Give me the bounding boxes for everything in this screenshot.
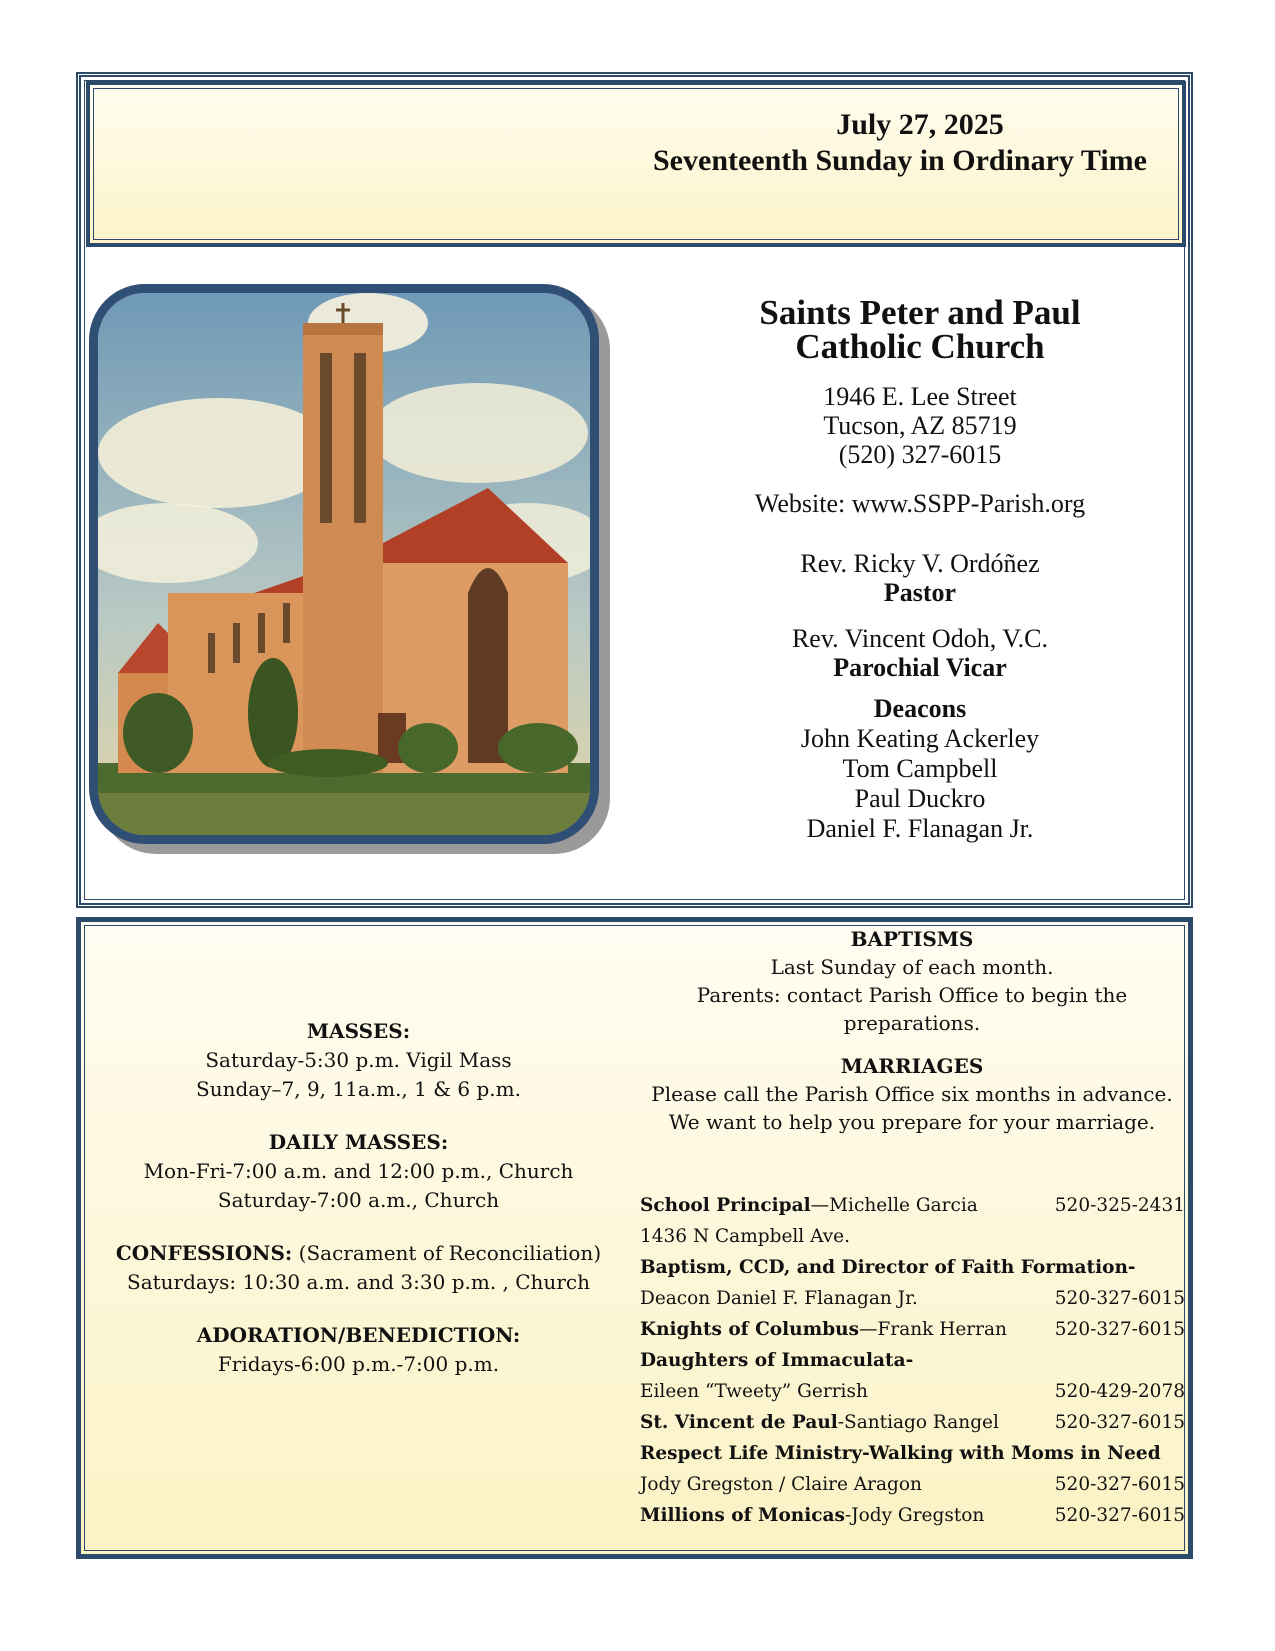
pastor-name: Rev. Ricky V. Ordóñez [800,549,1040,578]
church-phone: (520) 327-6015 [838,440,1002,469]
marriages-heading: MARRIAGES [840,1054,984,1078]
vicar-title: Parochial Vicar [833,653,1007,682]
baptisms-heading: BAPTISMS [850,927,974,951]
bulletin-date: July 27, 2025 [836,108,1004,141]
contact-row [640,1407,1185,1438]
address-city: Tucson, AZ 85719 [823,411,1017,440]
contact-row [640,1283,1185,1314]
contact-phone: 520-327-6015 [1054,1319,1185,1340]
church-image [89,284,599,844]
contact-name: -Santiago Rangel [837,1412,999,1433]
address-street: 1946 E. Lee Street [823,382,1017,411]
contact-label: Knights of Columbus [640,1319,860,1340]
deacon-name: Daniel F. Flanagan Jr. [806,814,1034,843]
vicar-name: Rev. Vincent Odoh, V.C. [791,624,1049,653]
marriages-text: Please call the Parish Office six months in advance. [651,1082,1173,1106]
baptisms-text: preparations. [843,1011,981,1035]
church-name-line1: Saints Peter and Paul [759,293,1081,332]
contact-phone: 520-429-2078 [1054,1381,1185,1402]
contact-label: School Principal [640,1195,811,1216]
contact-label: Respect Life Ministry-Walking with Moms in Need [640,1443,1161,1464]
contact-phone: 520-327-6015 [1054,1505,1185,1526]
deacon-name: Tom Campbell [842,754,998,783]
contact-row [640,1376,1185,1407]
contact-row [640,1221,1185,1252]
contact-row [640,1190,1185,1221]
deacons-heading: Deacons [873,694,967,723]
mass-time: Sunday–7, 9, 11a.m., 1 & 6 p.m. [196,1077,521,1101]
mass-schedule [86,1017,631,1379]
church-illustration [98,293,590,835]
pastor-title: Pastor [883,578,957,607]
sacraments-info [632,925,1192,1136]
daily-mass-time: Saturday-7:00 a.m., Church [217,1188,500,1212]
contact-phone: 520-325-2431 [1054,1195,1185,1216]
contact-row [640,1469,1185,1500]
liturgical-day: Seventeenth Sunday in Ordinary Time [653,144,1147,177]
contact-phone: 520-327-6015 [1054,1474,1185,1495]
contact-label: Baptism, CCD, and Director of Faith Formation- [640,1257,1136,1278]
adoration-time: Fridays-6:00 p.m.-7:00 p.m. [217,1352,500,1376]
mass-time: Saturday-5:30 p.m. Vigil Mass [205,1048,512,1072]
contact-row [640,1314,1185,1345]
church-info [660,293,1180,844]
contact-label: Daughters of Immaculata- [640,1350,914,1371]
contact-label: Millions of Monicas [640,1505,845,1526]
marriages-text: We want to help you prepare for your marriage. [668,1110,1156,1134]
contact-address: 1436 N Campbell Ave. [640,1226,850,1247]
contact-row [640,1500,1185,1531]
confessions-line [86,1239,631,1268]
contact-name: Jody Gregston / Claire Aragon [640,1474,922,1495]
contact-phone: 520-327-6015 [1054,1288,1185,1309]
daily-mass-time: Mon-Fri-7:00 a.m. and 12:00 p.m., Church [143,1159,574,1183]
confessions-note: (Sacrament of Reconciliation) [292,1241,602,1265]
contact-name: -Jody Gregston [844,1505,985,1526]
baptisms-text: Last Sunday of each month. [770,955,1054,979]
contact-row [640,1345,1185,1376]
baptisms-text: Parents: contact Parish Office to begin the [696,983,1128,1007]
contact-name: Eileen “Tweety” Gerrish [640,1381,868,1402]
confessions-heading: CONFESSIONS: [115,1241,293,1265]
ministry-contacts [640,1190,1185,1531]
contact-row [640,1438,1185,1469]
deacon-name: Paul Duckro [854,784,986,813]
contact-row [640,1252,1185,1283]
contact-label: St. Vincent de Paul [640,1412,838,1433]
daily-masses-heading: DAILY MASSES: [268,1130,449,1154]
masses-heading: MASSES: [306,1019,411,1043]
deacon-name: John Keating Ackerley [800,724,1040,753]
contact-name: —Michelle Garcia [810,1195,978,1216]
contact-name: —Frank Herran [859,1319,1007,1340]
church-website[interactable]: Website: www.SSPP-Parish.org [754,489,1086,518]
confessions-time: Saturdays: 10:30 a.m. and 3:30 p.m. , Church [127,1270,590,1294]
contact-name: Deacon Daniel F. Flanagan Jr. [640,1288,918,1309]
church-name-line2: Catholic Church [795,327,1045,366]
adoration-heading: ADORATION/BENEDICTION: [196,1323,521,1347]
contact-phone: 520-327-6015 [1054,1412,1185,1433]
